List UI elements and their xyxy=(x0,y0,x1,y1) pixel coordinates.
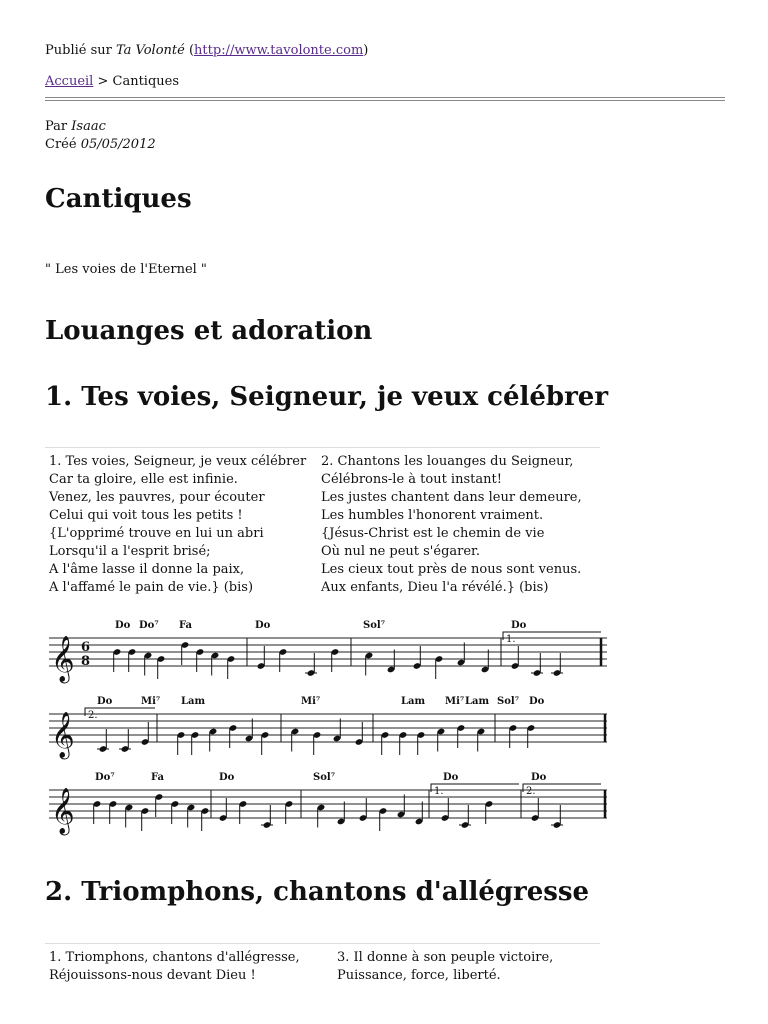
chord-symbol: Do xyxy=(255,620,271,631)
song2-verses xyxy=(45,943,600,985)
song2-verses-table xyxy=(45,944,557,985)
chord-symbol: Do xyxy=(531,772,547,783)
treble-clef: 𝄞 xyxy=(51,788,75,834)
created-label: Créé xyxy=(45,137,81,152)
header-divider-top xyxy=(45,97,725,98)
breadcrumb-current: Cantiques xyxy=(112,74,180,89)
header-divider-bottom xyxy=(45,100,725,101)
treble-clef: 𝄞 xyxy=(51,712,75,758)
song2-verse-3: 3. Il donne à son peuple victoire, Puissance, force, liberté. xyxy=(337,950,554,983)
sheet-music-score xyxy=(45,612,612,848)
time-signature-bottom: 8 xyxy=(81,654,91,669)
breadcrumb-home-link[interactable]: Accueil xyxy=(45,74,94,89)
volta-label: 2. xyxy=(88,710,98,721)
chord-symbol: Sol⁷ xyxy=(497,696,520,707)
created-date: 05/05/2012 xyxy=(80,137,156,152)
chord-symbol: Lam xyxy=(181,696,206,707)
chord-symbol: Fa xyxy=(151,772,165,783)
volta-bracket xyxy=(431,784,519,792)
chord-symbol: Do⁷ xyxy=(139,620,159,631)
chord-symbol: Do⁷ xyxy=(95,772,115,783)
chord-symbol: Fa xyxy=(179,620,193,631)
chord-symbol: Mi⁷ xyxy=(301,696,321,707)
chord-symbol: Sol⁷ xyxy=(313,772,336,783)
chord-symbol: Do xyxy=(511,620,527,631)
page-subtitle: " Les voies de l'Eternel " xyxy=(45,262,207,277)
chord-symbol: Sol⁷ xyxy=(363,620,386,631)
breadcrumb-separator: > xyxy=(93,74,113,89)
chord-symbol: Mi⁷ xyxy=(141,696,161,707)
song1-verse-1: 1. Tes voies, Seigneur, je veux célébrer Car ta gloire, elle est infinie. Venez, les pauvres, pour écouter Celui qui voit tous les petits ! {L'opprimé trouve en lui un abri Lorsqu'il a l'esprit brisé; A l'âme lasse il donne la paix, A l'affamé le pain de vie.} (bis) xyxy=(49,454,307,595)
volta-label: 1. xyxy=(506,634,516,645)
breadcrumb xyxy=(45,73,179,91)
song1-title: 1. Tes voies, Seigneur, je veux célébrer xyxy=(45,382,609,412)
chord-symbol: Do xyxy=(115,620,131,631)
chord-symbol: Do xyxy=(443,772,459,783)
published-prefix: Publié sur xyxy=(45,43,116,58)
author-label: Par xyxy=(45,119,72,134)
chord-symbol: Do xyxy=(97,696,113,707)
chord-symbol: Mi⁷ xyxy=(445,696,465,707)
published-line xyxy=(45,42,368,60)
site-name: Ta Volonté xyxy=(115,43,185,58)
created-line xyxy=(45,136,156,154)
chord-symbol: Do xyxy=(219,772,235,783)
author-name: Isaac xyxy=(71,119,106,134)
song1-verses xyxy=(45,447,600,597)
volta-label: 2. xyxy=(526,786,536,797)
section-title: Louanges et adoration xyxy=(45,316,373,346)
chord-symbol: Lam xyxy=(465,696,490,707)
volta-label: 1. xyxy=(434,786,444,797)
chord-symbol: Do xyxy=(529,696,545,707)
song2-title: 2. Triomphons, chantons d'allégresse xyxy=(45,877,590,907)
open-paren: ( xyxy=(184,43,195,58)
article-meta xyxy=(45,118,156,154)
treble-clef: 𝄞 xyxy=(51,636,75,682)
song1-verses-table xyxy=(45,448,586,597)
site-url-link[interactable]: http://www.tavolonte.com xyxy=(194,43,364,58)
close-paren: ) xyxy=(363,43,369,58)
author-line xyxy=(45,118,156,136)
chord-symbol: Lam xyxy=(401,696,426,707)
song1-verse-2: 2. Chantons les louanges du Seigneur, Célébrons-le à tout instant! Les justes chantent dans leur demeure, Les humbles l'honorent vraiment. {Jésus-Christ est le chemin de vie Où nul ne peut s'égarer. Les cieux tout près de nous sont venus. Aux enfants, Dieu l'a révélé.} (bis) xyxy=(321,454,582,595)
time-signature-top: 6 xyxy=(81,640,91,655)
song2-verse-1: 1. Triomphons, chantons d'allégresse, Réjouissons-nous devant Dieu ! xyxy=(49,950,300,983)
page-title: Cantiques xyxy=(45,184,192,214)
volta-bracket xyxy=(503,632,601,640)
